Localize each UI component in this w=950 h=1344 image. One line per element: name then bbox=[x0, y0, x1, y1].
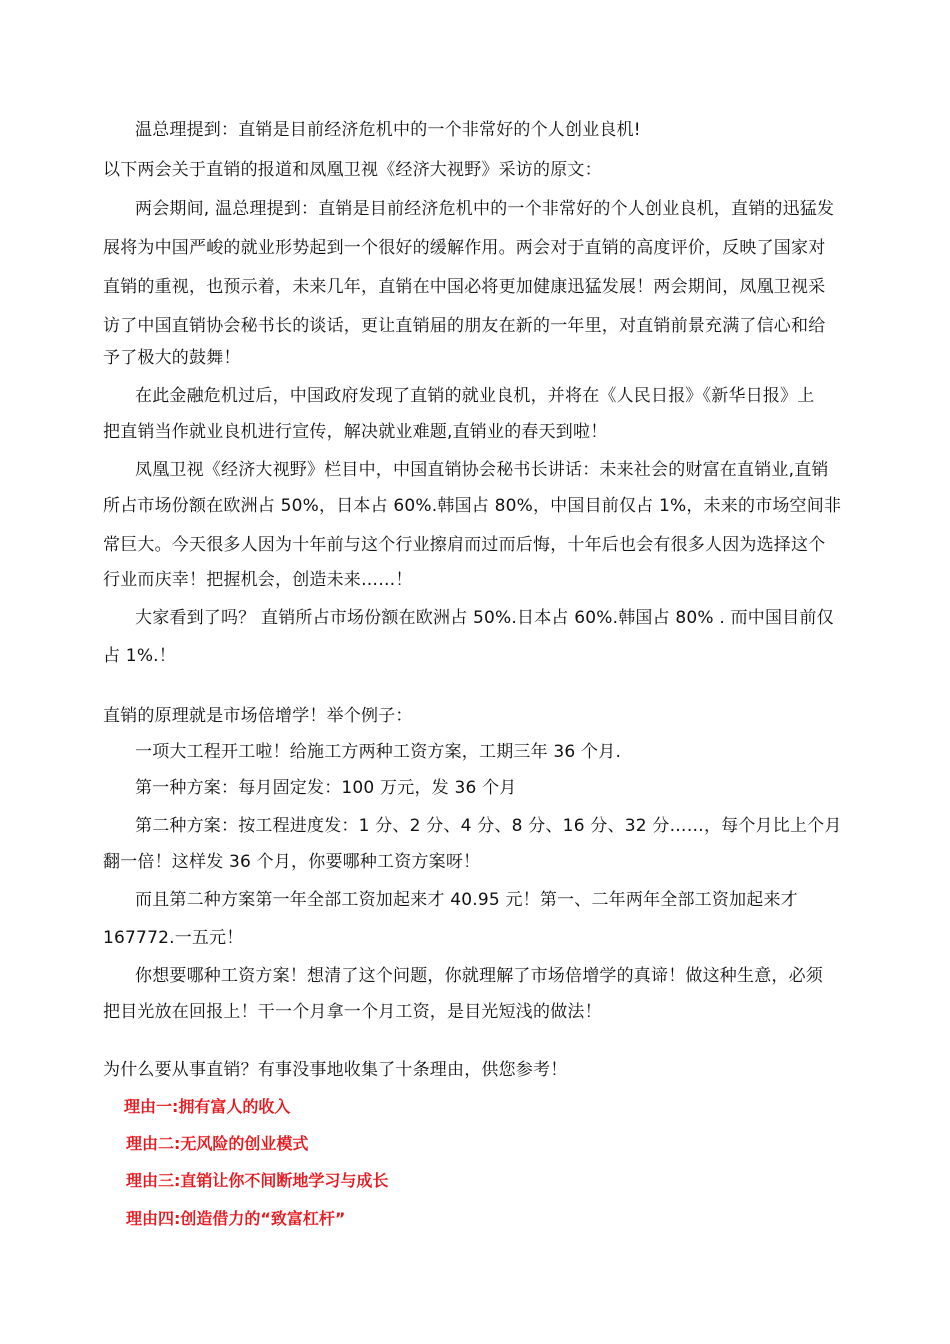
principle-p4-line-1: 而且第二种方案第一年全部工资加起来才 40.95 元！第一、二年两年全部工资加起来才 bbox=[135, 890, 798, 910]
why-heading: 为什么要从事直销？有事没事地收集了十条理由，供您参考！ bbox=[103, 1060, 568, 1080]
para3-line-1: 凤凰卫视《经济大视野》栏目中，中国直销协会秘书长讲话：未来社会的财富在直销业,直销 bbox=[135, 460, 829, 480]
reason-1: 理由一:拥有富人的收入 bbox=[124, 1097, 291, 1116]
para2-line-1: 在此金融危机过后，中国政府发现了直销的就业良机，并将在《人民日报》《新华日报》上 bbox=[135, 386, 815, 406]
intro-line-2: 以下两会关于直销的报道和凤凰卫视《经济大视野》采访的原文： bbox=[103, 160, 602, 180]
principle-p2: 第一种方案：每月固定发：100 万元，发 36 个月 bbox=[135, 778, 517, 798]
principle-p5-line-1: 你想要哪种工资方案！想清了这个问题，你就理解了市场倍增学的真谛！做这种生意，必须 bbox=[135, 966, 823, 986]
para1-line-2: 展将为中国严峻的就业形势起到一个很好的缓解作用。两会对于直销的高度评价，反映了国家对 bbox=[103, 238, 826, 258]
reason-3: 理由三:直销让你不间断地学习与成长 bbox=[126, 1171, 389, 1190]
para4-line-2: 占 1%.！ bbox=[103, 646, 176, 666]
para3-line-4: 行业而庆幸！把握机会，创造未来……！ bbox=[103, 570, 413, 590]
para1-line-3: 直销的重视，也预示着，未来几年，直销在中国必将更加健康迅猛发展！两会期间，凤凰卫视采 bbox=[103, 277, 826, 297]
para1-line-5: 予了极大的鼓舞！ bbox=[103, 348, 241, 368]
reason-4: 理由四:创造借力的“致富杠杆” bbox=[126, 1209, 346, 1228]
para1-line-4: 访了中国直销协会秘书长的谈话，更让直销届的朋友在新的一年里，对直销前景充满了信心和给 bbox=[103, 316, 826, 336]
principle-p3-line-2: 翻一倍！这样发 36 个月，你要哪种工资方案呀！ bbox=[103, 852, 481, 872]
para2-line-2: 把直销当作就业良机进行宣传，解决就业难题,直销业的春天到啦！ bbox=[103, 422, 608, 442]
principle-heading: 直销的原理就是市场倍增学！举个例子： bbox=[103, 706, 413, 726]
para4-line-1: 大家看到了吗？ 直销所占市场份额在欧洲占 50%.日本占 60%.韩国占 80% . 而中国目前仅 bbox=[135, 608, 834, 628]
para1-line-1: 两会期间, 温总理提到：直销是目前经济危机中的一个非常好的个人创业良机，直销的迅猛发 bbox=[135, 199, 835, 219]
para3-line-3: 常巨大。今天很多人因为十年前与这个行业擦肩而过而后悔，十年后也会有很多人因为选择这个 bbox=[103, 535, 826, 555]
principle-p1: 一项大工程开工啦！给施工方两种工资方案，工期三年 36 个月. bbox=[135, 742, 622, 762]
para3-line-2: 所占市场份额在欧洲占 50%，日本占 60%.韩国占 80%，中国目前仅占 1%，未来的市场空间非 bbox=[103, 496, 842, 516]
intro-line-1: 温总理提到：直销是目前经济危机中的一个非常好的个人创业良机! bbox=[135, 120, 641, 140]
principle-p3-line-1: 第二种方案：按工程进度发：1 分、2 分、4 分、8 分、16 分、32 分……，每个月比上个月 bbox=[135, 816, 842, 836]
reason-2: 理由二:无风险的创业模式 bbox=[126, 1134, 309, 1153]
principle-p5-line-2: 把目光放在回报上！干一个月拿一个月工资，是目光短浅的做法！ bbox=[103, 1002, 602, 1022]
principle-p4-line-2: 167772.一五元！ bbox=[103, 928, 244, 948]
